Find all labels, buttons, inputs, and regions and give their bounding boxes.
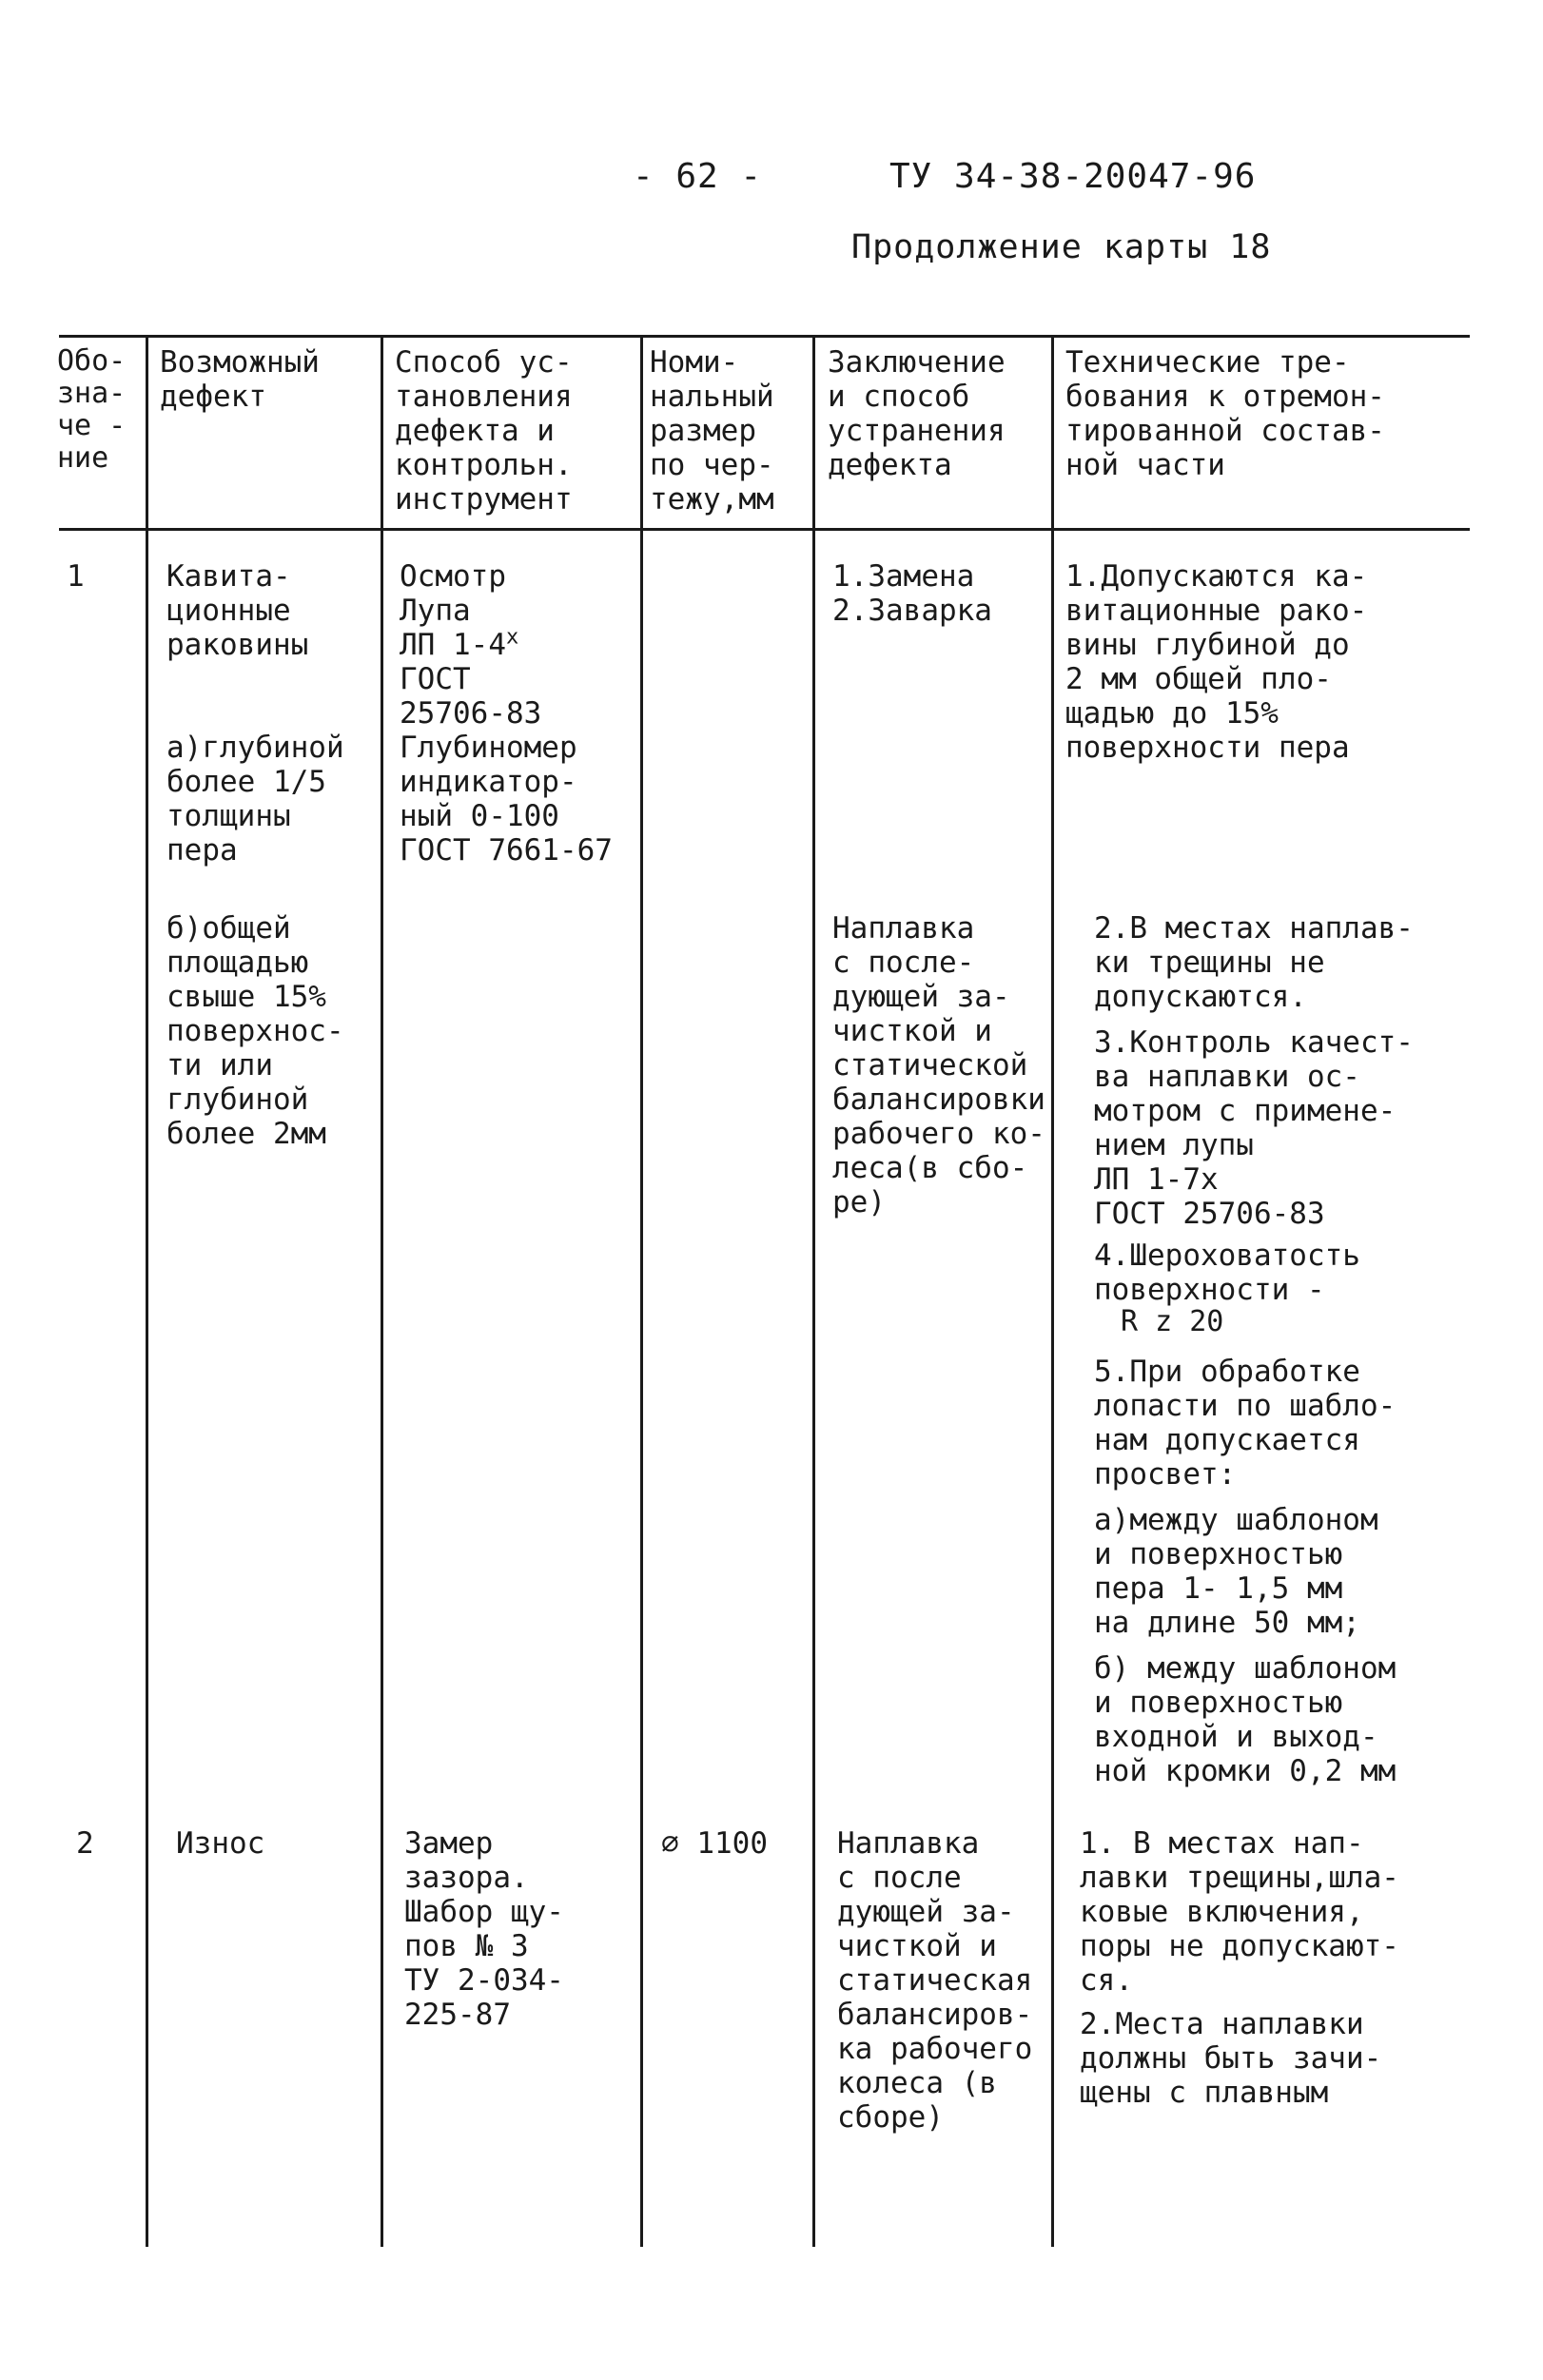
- row-1-requirement-1: 1.Допускаются ка- витационные рако- вины глубиной до 2 мм общей пло- щадью до 15% поверхности пера: [1065, 559, 1368, 765]
- column-divider: [381, 335, 383, 2247]
- row-1-requirement-5a: а)между шаблоном и поверхностью пера 1- 1,5 мм на длине 50 мм;: [1094, 1503, 1378, 1640]
- row-1-method-depth-gauge: Глубиномер индикатор- ный 0-100 ГОСТ 7661-67: [400, 731, 613, 868]
- row-1-method-inspection-text: Осмотр Лупа ЛП 1-4: [400, 559, 506, 662]
- row-2-nominal-size: ⌀ 1100: [661, 1826, 768, 1861]
- page-number: - 62 -: [633, 157, 763, 196]
- table-header-bottom-border: [59, 528, 1470, 531]
- row-1-remedy-cladding: Наплавка с после- дующей за- чисткой и статической балансировки рабочего ко- леса(в сбо- ре): [832, 911, 1045, 1219]
- row-1-number: 1: [67, 559, 85, 594]
- column-header-detection-method: Способ ус- тановления дефекта и контрольн. инструмент: [395, 345, 573, 517]
- table-top-border: [59, 335, 1470, 338]
- row-1-defect: Кавита- ционные раковины: [166, 559, 309, 662]
- column-header-designation: Обо- зна- че - ние: [57, 344, 127, 475]
- column-header-technical-requirements: Технические тре- бования к отремон- тированной состав- ной части: [1065, 345, 1385, 482]
- document-code: ТУ 34-38-20047-96: [889, 157, 1257, 196]
- row-2-defect: Износ: [176, 1826, 265, 1861]
- row-2-requirement-1: 1. В местах нап- лавки трещины,шла- ковые включения, поры не допускают- ся.: [1080, 1826, 1399, 1998]
- row-1-requirement-4: 4.Шероховатость поверхности -: [1094, 1239, 1360, 1307]
- row-1-method-inspection: [400, 559, 518, 662]
- column-divider: [146, 335, 148, 2247]
- row-1-requirement-2: 2.В местах наплав- ки трещины не допускаются.: [1094, 911, 1414, 1014]
- row-1-method-standard: ГОСТ 25706-83: [400, 662, 542, 731]
- column-header-possible-defect: Возможный дефект: [160, 345, 320, 414]
- column-header-nominal-size: Номи- нальный размер по чер- тежу,мм: [650, 345, 774, 517]
- row-2-requirement-2: 2.Места наплавки должны быть зачи- щены с плавным: [1080, 2007, 1382, 2110]
- roughness-symbol: R z 20: [1121, 1305, 1224, 1338]
- row-1-defect-a: а)глубиной более 1/5 толщины пера: [166, 731, 344, 868]
- column-divider: [640, 335, 643, 2247]
- continuation-caption: Продолжение карты 18: [851, 228, 1272, 266]
- row-1-method-superscript: х: [505, 625, 519, 650]
- column-header-remedy: Заключение и способ устранения дефекта: [828, 345, 1006, 482]
- row-1-remedy-options: 1.Замена 2.Заварка: [832, 559, 992, 628]
- column-divider: [812, 335, 815, 2247]
- row-1-defect-b: б)общей площадью свыше 15% поверхнос- ти или глубиной более 2мм: [166, 911, 344, 1151]
- row-2-number: 2: [76, 1826, 94, 1861]
- row-2-method: Замер зазора. Шабор щу- пов № 3 ТУ 2-034- 225-87: [404, 1826, 564, 2032]
- row-1-requirement-5: 5.При обработке лопасти по шабло- нам допускается просвет:: [1094, 1355, 1397, 1492]
- column-divider: [1051, 335, 1054, 2247]
- row-1-requirement-5b: б) между шаблоном и поверхностью входной и выход- ной кромки 0,2 мм: [1094, 1651, 1397, 1788]
- row-1-requirement-3: 3.Контроль качест- ва наплавки ос- мотром с примене- нием лупы ЛП 1-7х ГОСТ 25706-83: [1094, 1025, 1414, 1231]
- row-2-remedy: Наплавка с после дующей за- чисткой и статическая балансиров- ка рабочего колеса (в сборе): [837, 1826, 1033, 2135]
